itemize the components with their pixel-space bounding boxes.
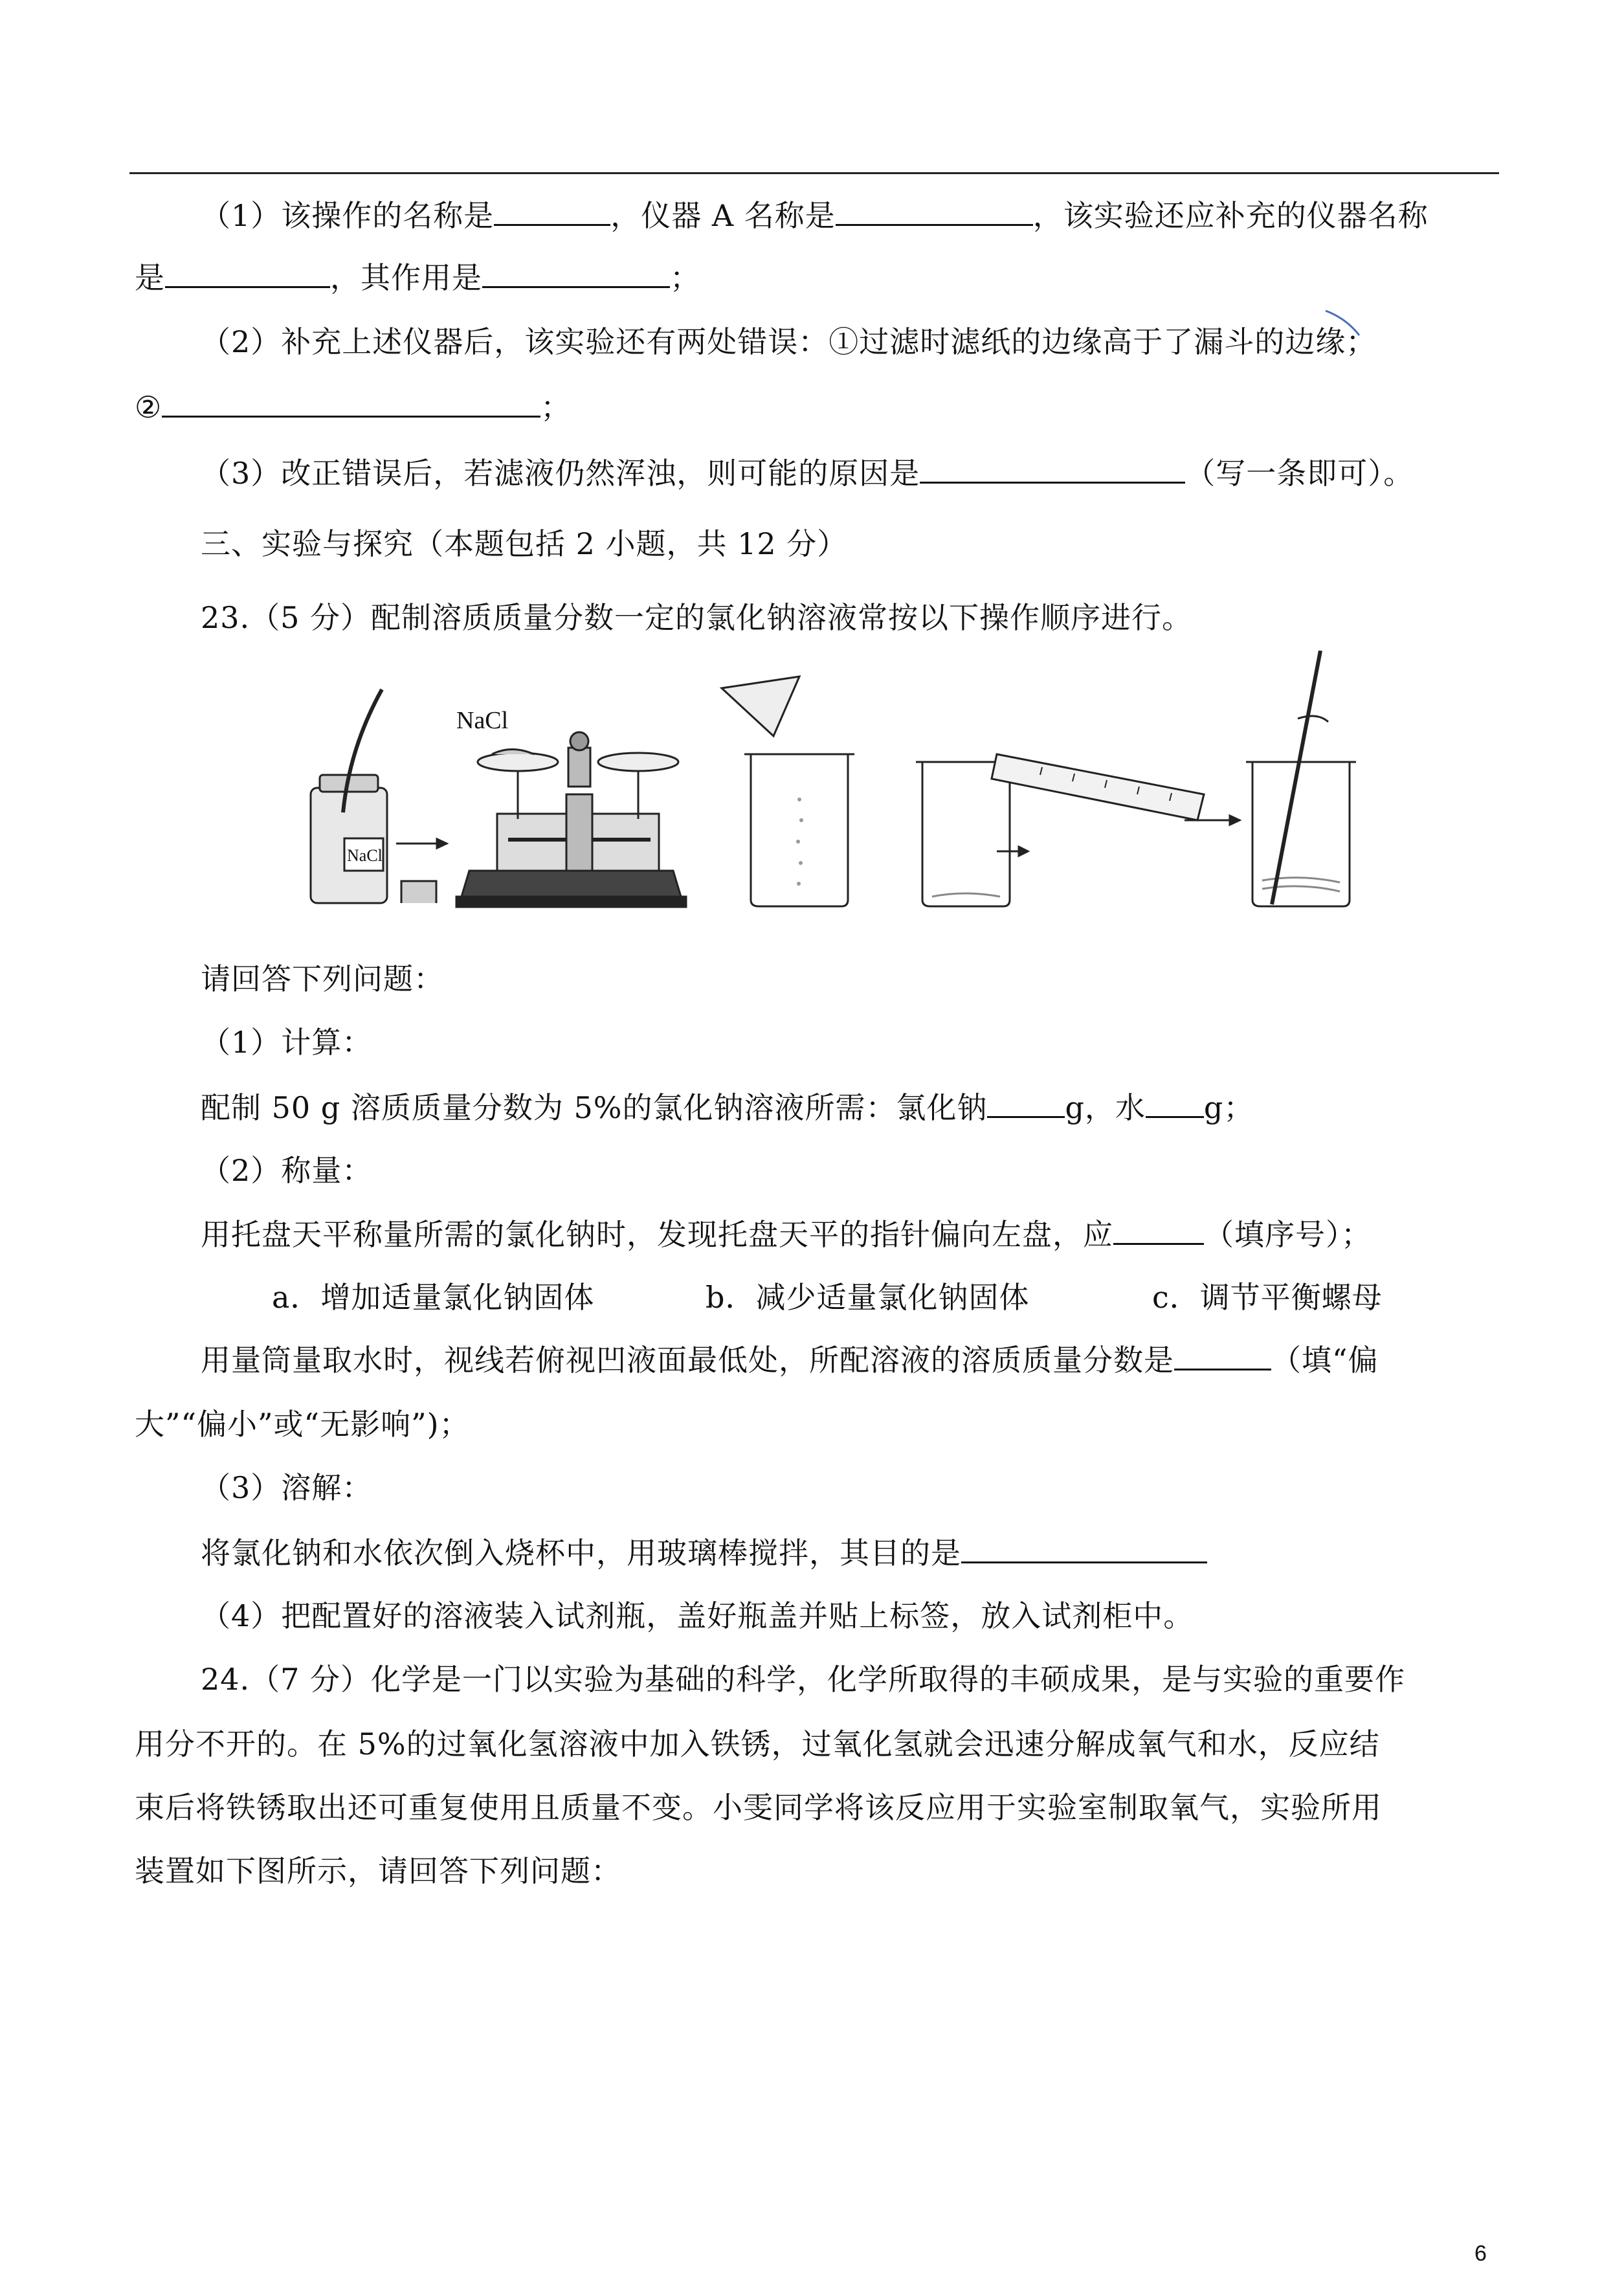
q23-ask: 请回答下列问题：	[201, 961, 444, 996]
q24-line1: 24.（7 分）化学是一门以实验为基础的科学，化学所取得的丰硕成果，是与实验的重要作	[201, 1662, 1406, 1697]
bottle-stopper-icon	[401, 881, 436, 903]
text: （写一条即可）。	[1185, 456, 1414, 491]
q23-water-line1	[201, 1340, 1379, 1380]
answer-blank[interactable]	[987, 1088, 1065, 1118]
nacl-top-label: NaCl	[456, 707, 509, 734]
answer-blank[interactable]	[1174, 1340, 1271, 1370]
text: （填序号）；	[1204, 1217, 1372, 1252]
answer-blank[interactable]	[1113, 1214, 1204, 1245]
answer-blank[interactable]	[961, 1533, 1207, 1563]
solution-preparation-figure	[298, 651, 1398, 910]
option-a: a．增加适量氯化钠固体	[272, 1280, 595, 1315]
q23-step1: （1）计算：	[201, 1025, 373, 1060]
text: 用量筒量取水时，视线若俯视凹液面最低处，所配溶液的溶质质量分数是	[201, 1343, 1174, 1378]
text: ，仪器 A 名称是	[610, 198, 836, 233]
answer-blank[interactable]	[836, 196, 1033, 226]
arrow-icon	[396, 839, 447, 848]
q24-line4: 装置如下图所示，请回答下列问题：	[135, 1853, 621, 1888]
q23-step4: （4）把配置好的溶液装入试剂瓶，盖好瓶盖并贴上标签，放入试剂柜中。	[201, 1598, 1194, 1633]
text: 配制 50 g 溶质质量分数为 5%的氯化钠溶液所需：氯化钠	[201, 1090, 988, 1125]
q23-step2: （2）称量：	[201, 1153, 373, 1188]
q23-step2-line	[201, 1214, 1372, 1254]
beaker-icon	[1246, 762, 1356, 906]
q24-line3: 束后将铁锈取出还可重复使用且质量不变。小雯同学将该反应用于实验室制取氧气，实验所用	[135, 1790, 1382, 1825]
q23-step3: （3）溶解：	[201, 1470, 373, 1505]
pen-mark	[1320, 304, 1372, 343]
text: g；	[1203, 1090, 1254, 1125]
q22-part1-line2	[135, 258, 700, 297]
text: 将氯化钠和水依次倒入烧杯中，用玻璃棒搅拌，其目的是	[201, 1536, 961, 1571]
balance-icon	[456, 732, 686, 907]
text: ；	[540, 390, 572, 425]
reagent-jar-icon	[311, 689, 387, 903]
q23-intro: 23.（5 分）配制溶质质量分数一定的氯化钠溶液常按以下操作顺序进行。	[201, 600, 1193, 635]
q23-step3-line	[201, 1533, 1207, 1572]
section-three-heading: 三、实验与探究（本题包括 2 小题，共 12 分）	[201, 526, 848, 561]
arrow-icon	[997, 847, 1028, 856]
q22-part2-line1: （2）补充上述仪器后，该实验还有两处错误：①过滤时滤纸的边缘高于了漏斗的边缘；	[201, 324, 1377, 359]
beaker-icon	[722, 677, 854, 906]
text: ②	[135, 390, 162, 425]
page-number: 6	[1474, 2241, 1487, 2266]
text: ，该实验还应补充的仪器名称	[1032, 198, 1429, 233]
option-b: b．减少适量氯化钠固体	[706, 1280, 1030, 1315]
stirring-rod-icon	[1272, 651, 1328, 904]
answer-blank[interactable]	[494, 196, 610, 226]
q22-part2-line2	[135, 387, 571, 427]
beaker-icon	[916, 762, 1016, 906]
q22-part1-line1	[201, 196, 1429, 235]
text: ，其作用是	[330, 260, 482, 295]
text: 是	[135, 260, 165, 295]
text: g，水	[1065, 1090, 1146, 1125]
text: （填“偏	[1271, 1343, 1379, 1378]
text: 用托盘天平称量所需的氯化钠时，发现托盘天平的指针偏向左盘，应	[201, 1217, 1113, 1252]
answer-blank[interactable]	[162, 387, 540, 418]
answer-blank[interactable]	[1146, 1088, 1204, 1118]
header-rule	[129, 172, 1499, 174]
q24-line2: 用分不开的。在 5%的过氧化氢溶液中加入铁锈，过氧化氢就会迅速分解成氧气和水，反应结	[135, 1727, 1380, 1762]
q23-water-line2: 大”“偏小”或“无影响”)；	[135, 1407, 470, 1442]
q23-step1-line	[201, 1088, 1254, 1127]
option-c: c．调节平衡螺母	[1152, 1280, 1383, 1315]
text: （1）该操作的名称是	[201, 198, 495, 233]
answer-blank[interactable]	[165, 258, 330, 288]
answer-blank[interactable]	[482, 258, 670, 288]
answer-blank[interactable]	[920, 453, 1185, 484]
nacl-jar-label: NaCl	[347, 846, 383, 865]
text: ；	[670, 260, 700, 295]
graduated-cylinder-icon	[992, 754, 1204, 820]
text: （3）改正错误后，若滤液仍然浑浊，则可能的原因是	[201, 456, 920, 491]
q22-part3	[201, 453, 1414, 493]
